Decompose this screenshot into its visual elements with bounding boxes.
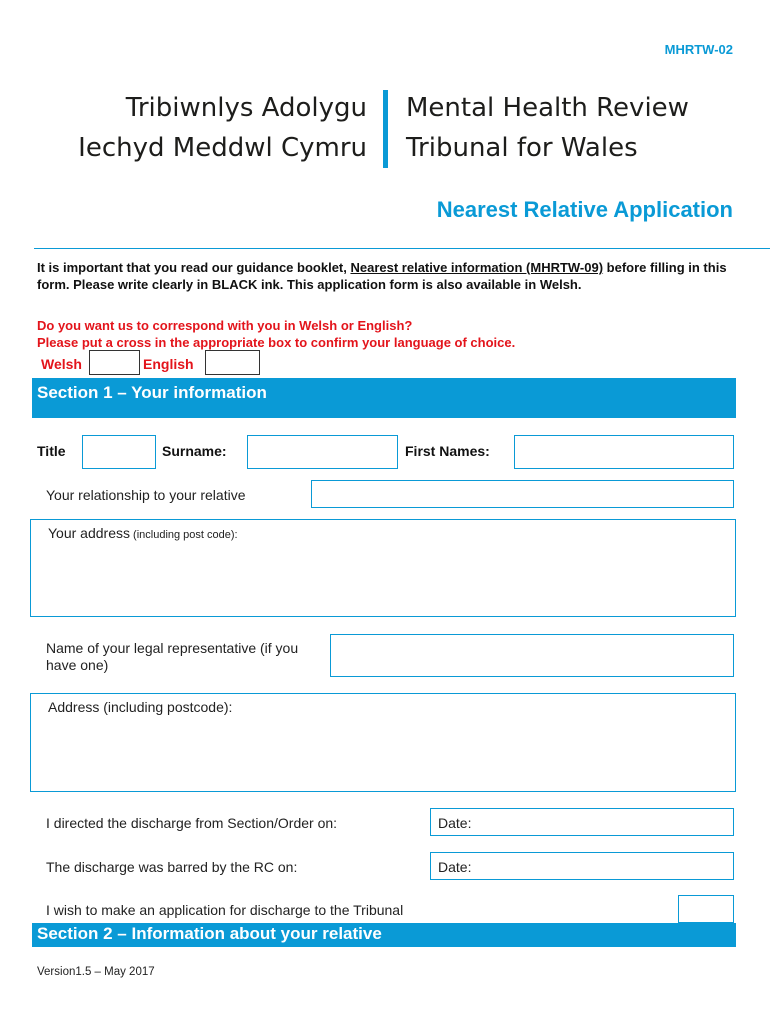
intro-paragraph [37, 259, 737, 293]
first-names-label: First Names: [405, 443, 490, 459]
intro-text-after: before filling in this form. Please write clearly in BLACK ink. This application form is also available in Welsh. [37, 260, 727, 292]
logo-welsh-line-2: Iechyd Meddwl Cymru [78, 133, 367, 163]
relationship-label: Your relationship to your relative [46, 487, 246, 503]
logo-divider [383, 90, 388, 168]
your-address-hint: (including post code): [129, 529, 238, 541]
your-address-label-text: Your address [48, 525, 130, 541]
title-rule [34, 248, 770, 249]
directed-discharge-date-field[interactable] [430, 808, 734, 836]
english-label: English [143, 356, 194, 372]
page-title: Nearest Relative Application [436, 197, 733, 222]
logo-welsh-text [52, 88, 367, 168]
directed-discharge-label: I directed the discharge from Section/Order on: [46, 815, 338, 831]
title-label: Title [37, 443, 66, 459]
language-question [37, 317, 737, 351]
form-code: MHRTW-02 [664, 42, 733, 57]
logo-welsh-line-1: Tribiwnlys Adolygu [125, 93, 367, 123]
section-2-heading: Section 2 – Information about your relative [32, 923, 736, 947]
apply-checkbox[interactable] [678, 895, 734, 923]
intro-text-before: It is important that you read our guidance booklet, [37, 260, 351, 275]
surname-label: Surname: [162, 443, 227, 459]
welsh-checkbox[interactable] [89, 350, 140, 375]
discharge-barred-date-field[interactable] [430, 852, 734, 880]
legal-rep-field[interactable] [330, 634, 734, 677]
section-1-heading: Section 1 – Your information [32, 378, 736, 418]
title-field[interactable] [82, 435, 156, 469]
discharge-barred-date-label: Date: [438, 859, 472, 875]
legal-rep-label: Name of your legal representative (if you have one) [46, 640, 299, 673]
surname-field[interactable] [247, 435, 398, 469]
version-footer: Version1.5 – May 2017 [37, 966, 155, 978]
legal-rep-address-label: Address (including postcode): [48, 699, 233, 715]
language-question-line-1: Do you want us to correspond with you in Welsh or English? [37, 318, 413, 333]
logo-english-line-2: Tribunal for Wales [406, 133, 638, 163]
english-checkbox[interactable] [205, 350, 260, 375]
apply-label: I wish to make an application for discharge to the Tribunal [46, 902, 404, 918]
welsh-label: Welsh [41, 356, 82, 372]
your-address-label [48, 525, 238, 541]
directed-discharge-date-label: Date: [438, 815, 472, 831]
guidance-link[interactable]: Nearest relative information (MHRTW-09) [350, 260, 604, 275]
logo-english-line-1: Mental Health Review [406, 93, 689, 123]
first-names-field[interactable] [514, 435, 734, 469]
language-question-line-2: Please put a cross in the appropriate box to confirm your language of choice. [37, 335, 516, 350]
relationship-field[interactable] [311, 480, 734, 508]
logo-english-text [406, 88, 746, 168]
discharge-barred-label: The discharge was barred by the RC on: [46, 859, 298, 875]
